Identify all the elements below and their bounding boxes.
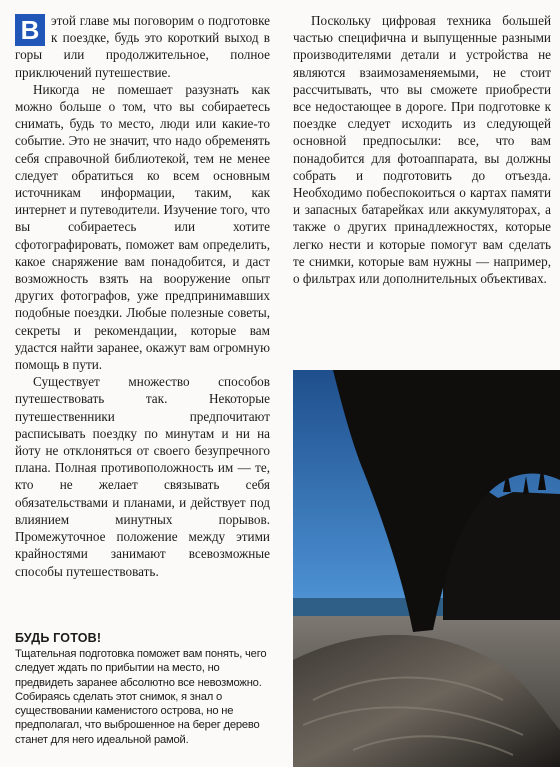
intro-paragraph	[15, 12, 270, 81]
be-ready-sidebar	[15, 631, 273, 747]
right-column	[293, 12, 551, 287]
intro-text: этой главе мы поговорим о подготовке к поездке, будь это короткий выход в горы или продолжительное, полное приключений путешествие.	[15, 13, 270, 80]
travel-styles-paragraph: Существует множество способов путешествовать так. Некоторые путешественники предпочитают расписывать поездку по минутам и ни на йоту не отклоняться от своего безупречного плана. Полная противоположность им — те, кто не желает связывать себя обязательствами и планами, и действует под влиянием минутных порывов. Промежуточное положение между этими крайностями занимают всевозможные способы путешествовать.	[15, 374, 270, 579]
research-paragraph: Никогда не помешает разузнать как можно больше о том, что вы собираетесь снимать, будь то место, люди или какие-то событие. Это не значит, что надо обременять себя справочной библиотекой, тем не менее следует обратиться ко всем основным источникам информации, таким, как интернет и путеводители. Изучение того, что вы собираетесь или хотите сфотографировать, поможет вам определить, какое снаряжение вам понадобится, и даст возможность взять на вооружение опыт других фотографов, уже предпринимавших подобные поездки. Любые полезные советы, секреты и рекомендации, которые вам удастся найти заранее, окажут вам огромную помощь в пути.	[15, 81, 270, 373]
sidebar-heading: БУДЬ ГОТОВ!	[15, 631, 102, 645]
drop-cap: В	[15, 14, 45, 46]
left-column	[15, 12, 270, 580]
equipment-paragraph: Поскольку цифровая техника большей частью специфична и выпущенные разными производителями детали и устройства не являются взаимозаменяемыми, не стоит рассчитывать, что вы сможете приобрести все недостающее в дороге. При подготовке к поездке следует исходить из следующей основной предпосылки: все, что вам понадобится для фотоаппарата, вы должны собрать и подготовить до отъезда. Необходимо побеспокоиться о картах памяти и запасных батарейках или аккумуляторах, а также о других принадлежностях, которые легко нести и которые помогут вам сделать те снимки, которые вам нужны — например, о фильтрах или дополнительных объективах.	[293, 13, 551, 287]
sidebar-text: Тщательная подготовка поможет вам понять, чего следует ждать по прибытии на место, но предвидеть заранее абсолютно все невозможно. Собираясь сделать этот снимок, я знал о существовании каменистого острова, но не предполагал, что выброшенное на берег дерево станет для него идеальной рамой.	[15, 648, 267, 746]
photo-illustration	[293, 370, 560, 767]
beach-arch-photo	[293, 370, 560, 767]
